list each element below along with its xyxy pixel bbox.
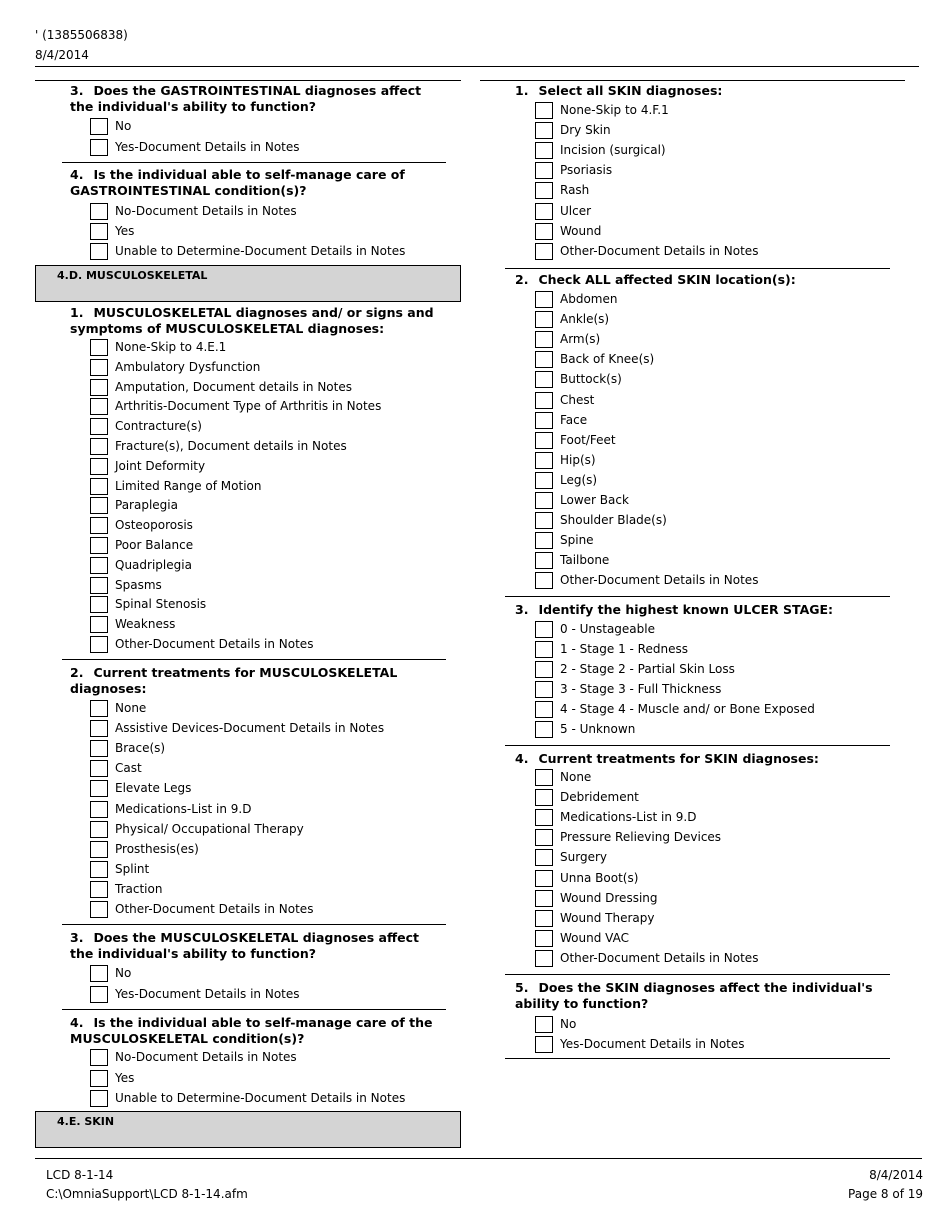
skin-q1-question: 1. Select all SKIN diagnoses: <box>515 83 723 98</box>
footer-page-number: Page 8 of 19 <box>848 1187 923 1201</box>
checkbox-label: Yes-Document Details in Notes <box>115 987 300 1001</box>
checkbox-label: Ankle(s) <box>560 312 610 327</box>
checkbox[interactable] <box>90 478 108 495</box>
checkbox-label: 4 - Stage 4 - Muscle and/ or Bone Exposed <box>560 702 815 716</box>
checkbox-label: Paraplegia <box>115 498 178 513</box>
checkbox-label: Face <box>560 412 588 427</box>
checkbox-label: Wound VAC <box>560 930 629 945</box>
checkbox[interactable] <box>535 721 553 738</box>
checkbox-label: Traction <box>115 881 163 896</box>
musc-q1-question: 1. MUSCULOSKELETAL diagnoses and/ or signs and symptoms of MUSCULOSKELETAL diagnoses: <box>70 305 434 336</box>
checkbox-label: Shoulder Blade(s) <box>560 513 667 528</box>
checkbox[interactable] <box>90 780 108 797</box>
checkbox[interactable] <box>535 701 553 718</box>
footer-date: 8/4/2014 <box>869 1168 923 1182</box>
checkbox-label: Rash <box>560 183 590 198</box>
checkbox-label: Other-Document Details in Notes <box>560 573 759 588</box>
checkbox-label: None-Skip to 4.F.1 <box>560 103 669 117</box>
checkbox[interactable] <box>535 829 553 846</box>
checkbox[interactable] <box>90 720 108 737</box>
checkbox-label: Abdomen <box>560 292 618 306</box>
checkbox-label: Cast <box>115 761 142 776</box>
checkbox[interactable] <box>535 182 553 199</box>
skin-q5-rule <box>505 1058 890 1059</box>
checkbox-label: Medications-List in 9.D <box>115 801 252 816</box>
gi-q4-question: 4. Is the individual able to self-manage care of GASTROINTESTINAL condition(s)? <box>70 167 405 198</box>
checkbox[interactable] <box>90 881 108 898</box>
checkbox-label: Ulcer <box>560 203 592 218</box>
checkbox-label: Leg(s) <box>560 472 598 487</box>
checkbox[interactable] <box>535 809 553 826</box>
checkbox-label: Fracture(s), Document details in Notes <box>115 439 347 453</box>
checkbox[interactable] <box>90 596 108 613</box>
checkbox[interactable] <box>535 512 553 529</box>
checkbox[interactable] <box>90 636 108 653</box>
checkbox-label: Amputation, Document details in Notes <box>115 379 352 394</box>
checkbox[interactable] <box>535 452 553 469</box>
checkbox-label: None-Skip to 4.E.1 <box>115 340 227 354</box>
checkbox-label: Pressure Relieving Devices <box>560 830 722 845</box>
checkbox[interactable] <box>90 740 108 757</box>
checkbox[interactable] <box>535 331 553 348</box>
skin-q3-rule <box>505 745 890 746</box>
checkbox-label: Poor Balance <box>115 538 194 552</box>
checkbox[interactable] <box>90 398 108 415</box>
checkbox[interactable] <box>535 142 553 159</box>
checkbox[interactable] <box>535 890 553 907</box>
checkbox-label: Splint <box>115 861 150 876</box>
checkbox-label: Elevate Legs <box>115 781 192 796</box>
checkbox-label: Yes <box>115 224 135 238</box>
checkbox[interactable] <box>90 700 108 717</box>
checkbox[interactable] <box>90 821 108 838</box>
checkbox-label: Weakness <box>115 617 176 632</box>
checkbox-label: Lower Back <box>560 493 629 507</box>
checkbox[interactable] <box>535 392 553 409</box>
checkbox[interactable] <box>90 223 108 240</box>
checkbox-label: No <box>115 966 132 980</box>
checkbox[interactable] <box>90 418 108 435</box>
section-header-musculoskeletal: 4.D. MUSCULOSKELETAL <box>35 265 461 302</box>
checkbox[interactable] <box>535 162 553 179</box>
checkbox[interactable] <box>535 1016 553 1033</box>
checkbox-label: Surgery <box>560 850 607 865</box>
checkbox[interactable] <box>90 517 108 534</box>
checkbox-label: Quadriplegia <box>115 557 192 572</box>
checkbox-label: Prosthesis(es) <box>115 841 199 856</box>
skin-q5-question: 5. Does the SKIN diagnoses affect the individual's ability to function? <box>515 980 873 1011</box>
checkbox-label: Back of Knee(s) <box>560 352 655 367</box>
right-top-rule <box>480 80 905 81</box>
checkbox-label: Spine <box>560 533 594 548</box>
checkbox-label: Foot/Feet <box>560 432 616 447</box>
checkbox[interactable] <box>535 950 553 967</box>
checkbox-label: Hip(s) <box>560 452 596 467</box>
checkbox-label: Spinal Stenosis <box>115 597 207 612</box>
checkbox-label: Ambulatory Dysfunction <box>115 359 261 374</box>
header-rule <box>35 66 919 67</box>
checkbox-label: No-Document Details in Notes <box>115 1050 297 1064</box>
checkbox[interactable] <box>90 965 108 982</box>
checkbox-label: Spasms <box>115 577 162 592</box>
checkbox-label: Other-Document Details in Notes <box>115 902 314 916</box>
checkbox-label: 2 - Stage 2 - Partial Skin Loss <box>560 662 735 676</box>
checkbox-label: Unable to Determine-Document Details in Notes <box>115 1091 406 1105</box>
checkbox[interactable] <box>90 986 108 1003</box>
checkbox[interactable] <box>90 497 108 514</box>
checkbox[interactable] <box>90 1070 108 1087</box>
checkbox[interactable] <box>535 849 553 866</box>
checkbox[interactable] <box>535 532 553 549</box>
checkbox-label: Debridement <box>560 790 639 805</box>
checkbox[interactable] <box>90 537 108 554</box>
checkbox[interactable] <box>535 371 553 388</box>
checkbox[interactable] <box>535 243 553 260</box>
musc-q3-question: 3. Does the MUSCULOSKELETAL diagnoses affect the individual's ability to function? <box>70 930 419 961</box>
gi-q3-rule <box>62 162 446 163</box>
gi-q3-question: 3. Does the GASTROINTESTINAL diagnoses affect the individual's ability to function? <box>70 83 422 114</box>
checkbox-label: Other-Document Details in Notes <box>115 637 314 651</box>
checkbox[interactable] <box>535 621 553 638</box>
musc-q4-question: 4. Is the individual able to self-manage care of the MUSCULOSKELETAL condition(s)? <box>70 1015 433 1046</box>
checkbox[interactable] <box>90 901 108 918</box>
skin-q4-question: 4. Current treatments for SKIN diagnoses: <box>515 751 819 766</box>
section-header-skin: 4.E. SKIN <box>35 1111 461 1148</box>
checkbox-label: Yes-Document Details in Notes <box>560 1037 745 1051</box>
checkbox-label: Wound Dressing <box>560 890 658 905</box>
checkbox[interactable] <box>535 351 553 368</box>
checkbox[interactable] <box>90 203 108 220</box>
checkbox[interactable] <box>535 661 553 678</box>
checkbox-label: Yes <box>115 1070 135 1085</box>
checkbox-label: Wound Therapy <box>560 910 655 925</box>
checkbox[interactable] <box>535 572 553 589</box>
checkbox[interactable] <box>90 359 108 376</box>
footer-path: C:\OmniaSupport\LCD 8-1-14.afm <box>46 1187 248 1201</box>
checkbox[interactable] <box>90 801 108 818</box>
checkbox[interactable] <box>90 616 108 633</box>
checkbox[interactable] <box>535 930 553 947</box>
checkbox-label: Brace(s) <box>115 741 166 756</box>
checkbox[interactable] <box>535 789 553 806</box>
skin-q3-question: 3. Identify the highest known ULCER STAGE: <box>515 602 834 617</box>
checkbox-label: No <box>560 1017 577 1031</box>
checkbox[interactable] <box>90 760 108 777</box>
checkbox-label: Psoriasis <box>560 163 613 178</box>
checkbox-label: No <box>115 119 132 133</box>
checkbox-label: 3 - Stage 3 - Full Thickness <box>560 682 722 696</box>
checkbox-label: None <box>115 701 147 715</box>
checkbox[interactable] <box>535 122 553 139</box>
checkbox[interactable] <box>535 681 553 698</box>
checkbox-label: No-Document Details in Notes <box>115 204 297 218</box>
checkbox[interactable] <box>535 291 553 308</box>
checkbox-label: Yes-Document Details in Notes <box>115 139 300 154</box>
checkbox-label: Chest <box>560 392 595 407</box>
musc-q1-rule <box>62 659 446 660</box>
checkbox-label: Wound <box>560 223 602 238</box>
skin-q1-rule <box>505 268 890 269</box>
checkbox[interactable] <box>90 841 108 858</box>
checkbox-label: None <box>560 770 592 784</box>
skin-q2-rule <box>505 596 890 597</box>
checkbox-label: Physical/ Occupational Therapy <box>115 821 304 836</box>
checkbox[interactable] <box>535 311 553 328</box>
checkbox-label: Osteoporosis <box>115 518 193 533</box>
checkbox[interactable] <box>90 139 108 156</box>
footer-rule <box>35 1158 922 1159</box>
checkbox[interactable] <box>535 1036 553 1053</box>
checkbox[interactable] <box>535 102 553 119</box>
checkbox[interactable] <box>90 243 108 260</box>
checkbox[interactable] <box>90 577 108 594</box>
checkbox-label: Limited Range of Motion <box>115 478 262 493</box>
musc-q2-question: 2. Current treatments for MUSCULOSKELETAL diagnoses: <box>70 665 398 696</box>
checkbox[interactable] <box>90 118 108 135</box>
checkbox[interactable] <box>535 910 553 927</box>
checkbox[interactable] <box>535 870 553 887</box>
checkbox[interactable] <box>535 492 553 509</box>
checkbox[interactable] <box>90 557 108 574</box>
checkbox[interactable] <box>90 438 108 455</box>
checkbox-label: Contracture(s) <box>115 419 202 434</box>
skin-q2-question: 2. Check ALL affected SKIN location(s): <box>515 272 796 287</box>
musc-q2-rule <box>62 924 446 925</box>
checkbox-label: Unna Boot(s) <box>560 870 639 885</box>
checkbox-label: 1 - Stage 1 - Redness <box>560 642 688 656</box>
checkbox-label: Incision (surgical) <box>560 143 666 158</box>
checkbox-label: Assistive Devices-Document Details in Notes <box>115 721 385 736</box>
checkbox-label: 0 - Unstageable <box>560 622 655 636</box>
checkbox[interactable] <box>535 203 553 220</box>
checkbox-label: Buttock(s) <box>560 372 622 387</box>
checkbox[interactable] <box>535 641 553 658</box>
checkbox[interactable] <box>90 458 108 475</box>
document-id: ' (1385506838) <box>35 28 128 42</box>
checkbox-label: Arm(s) <box>560 332 601 347</box>
checkbox[interactable] <box>90 339 108 356</box>
header-date: 8/4/2014 <box>35 48 89 62</box>
musc-q3-rule <box>62 1009 446 1010</box>
checkbox-label: Other-Document Details in Notes <box>560 950 759 965</box>
checkbox[interactable] <box>535 769 553 786</box>
footer-form-name: LCD 8-1-14 <box>46 1168 114 1182</box>
checkbox-label: Dry Skin <box>560 123 611 138</box>
checkbox[interactable] <box>535 223 553 240</box>
checkbox[interactable] <box>535 552 553 569</box>
checkbox[interactable] <box>90 379 108 396</box>
checkbox-label: Unable to Determine-Document Details in Notes <box>115 244 406 258</box>
checkbox[interactable] <box>535 432 553 449</box>
checkbox[interactable] <box>535 412 553 429</box>
checkbox[interactable] <box>535 472 553 489</box>
checkbox-label: Arthritis-Document Type of Arthritis in Notes <box>115 399 382 414</box>
left-top-rule <box>35 80 461 81</box>
checkbox[interactable] <box>90 1049 108 1066</box>
checkbox-label: Other-Document Details in Notes <box>560 243 759 258</box>
checkbox[interactable] <box>90 1090 108 1107</box>
checkbox-label: Tailbone <box>560 553 610 568</box>
checkbox-label: 5 - Unknown <box>560 722 636 736</box>
checkbox-label: Joint Deformity <box>115 458 206 473</box>
checkbox-label: Medications-List in 9.D <box>560 810 697 825</box>
skin-q4-rule <box>505 974 890 975</box>
checkbox[interactable] <box>90 861 108 878</box>
